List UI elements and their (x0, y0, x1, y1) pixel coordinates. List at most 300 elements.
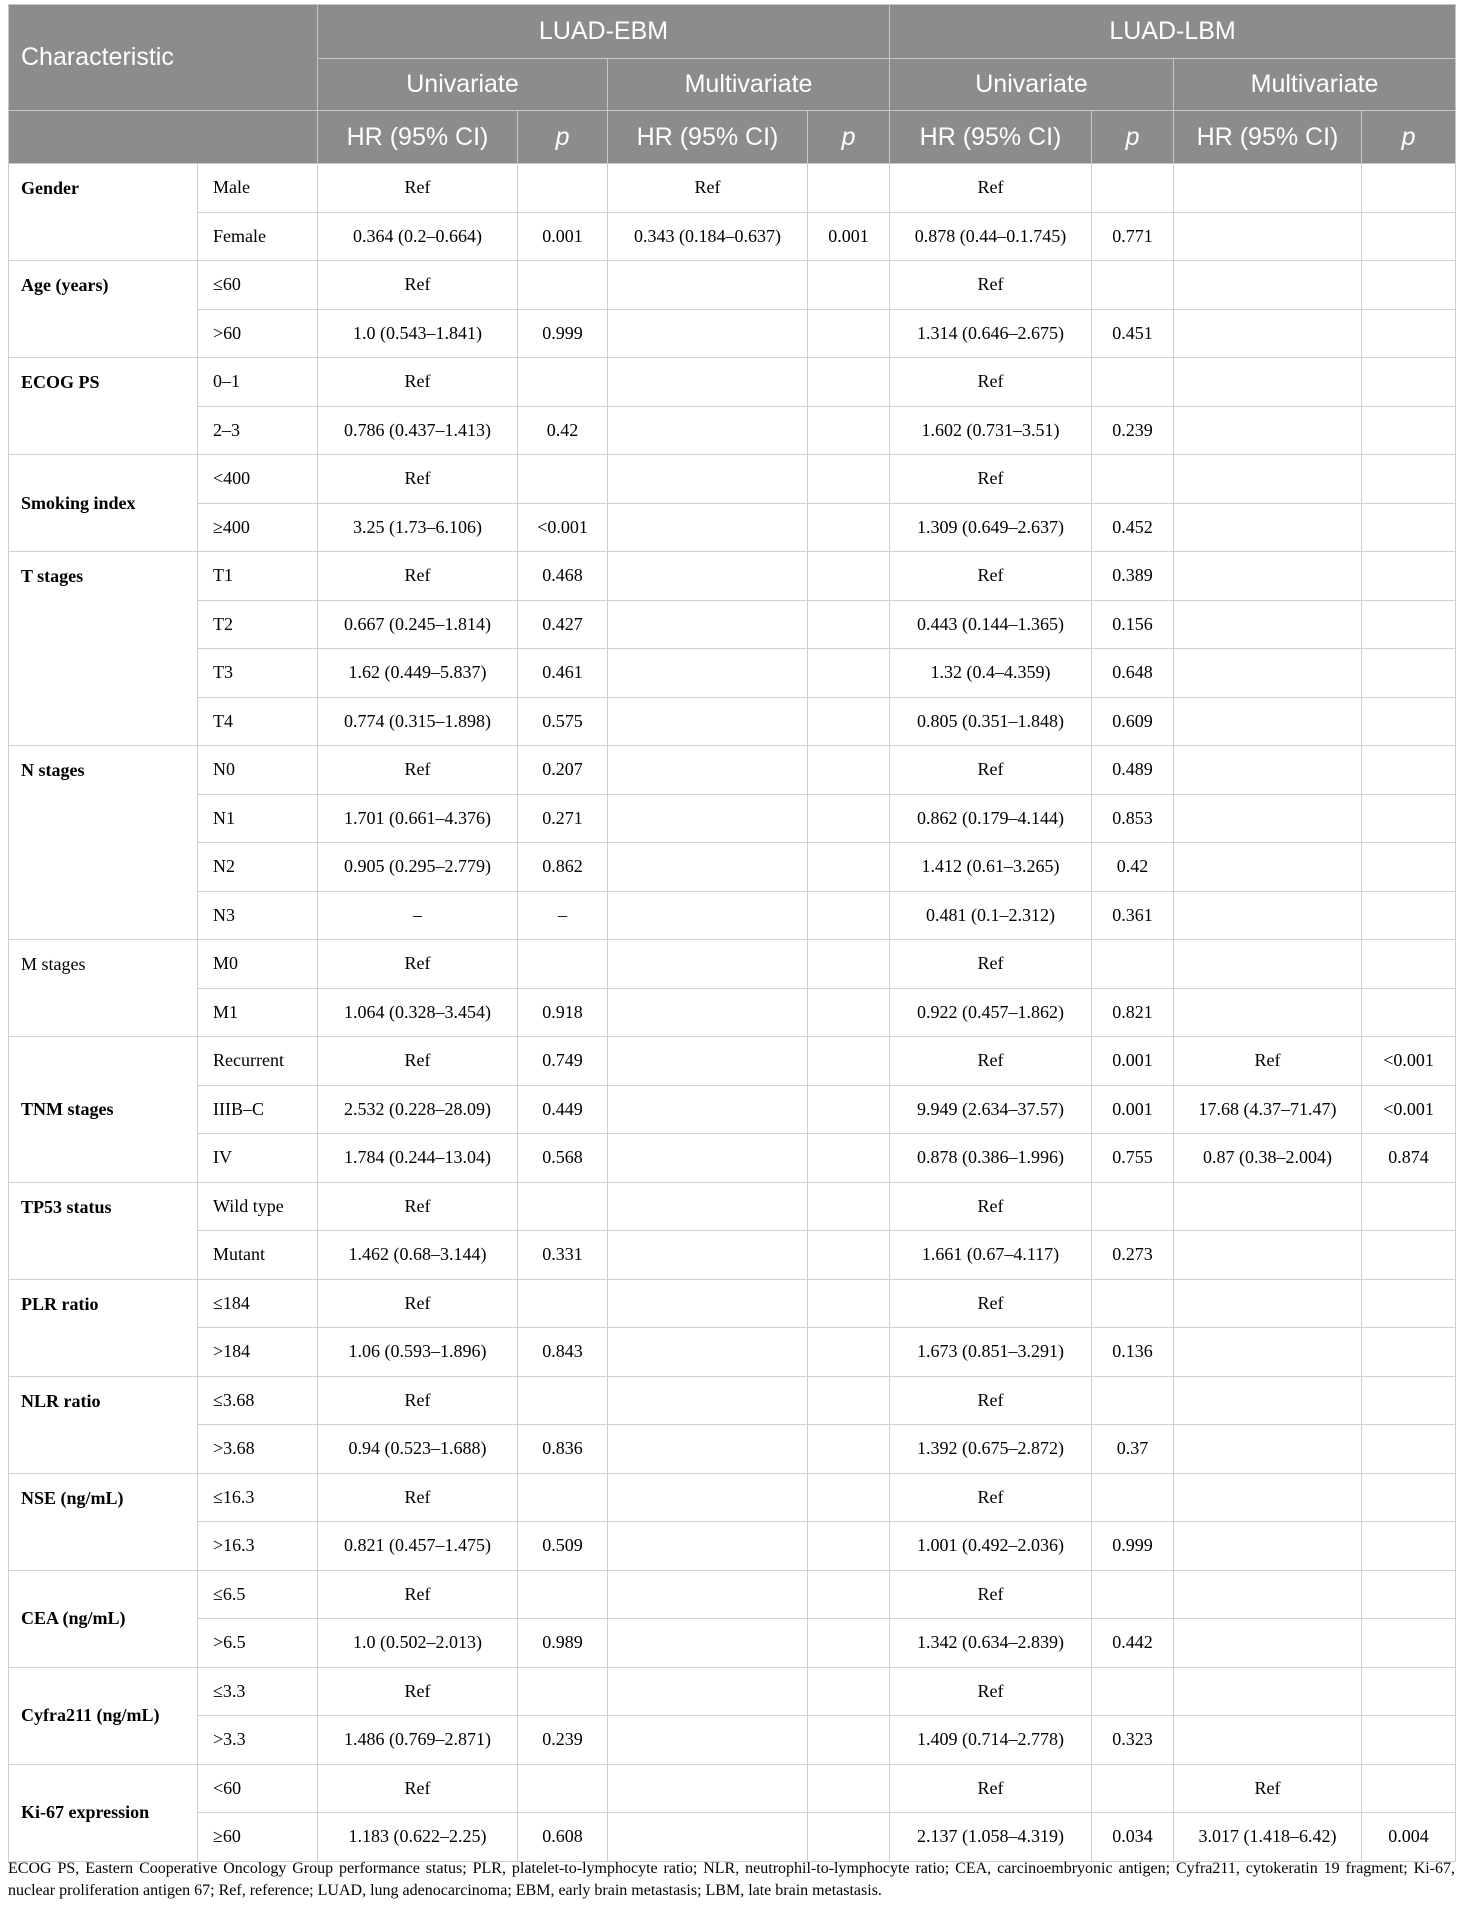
lbm-multi-hr-cell (1174, 940, 1362, 989)
ebm-multi-hr-cell (608, 1328, 808, 1377)
lbm-multi-hr-cell: 0.87 (0.38–2.004) (1174, 1134, 1362, 1183)
lbm-uni-p-cell: 0.37 (1092, 1425, 1174, 1474)
table-row (9, 746, 1456, 795)
lbm-multi-p-cell (1362, 1425, 1456, 1474)
lbm-uni-hr-cell: 0.922 (0.457–1.862) (890, 988, 1092, 1037)
lbm-multi-hr-cell: 3.017 (1.418–6.42) (1174, 1813, 1362, 1862)
table-row (9, 261, 1456, 310)
table-footnote: ECOG PS, Eastern Cooperative Oncology Group performance status; PLR, platelet-to-lymphocyte ratio; NLR, neutrophil-to-lymphocyte ratio; CEA, carcinoembryonic antigen; Cyfra211, cytokeratin 19 fragment; Ki-67, nuclear proliferation antigen 67; Ref, reference; LUAD, lung adenocarcinoma; EBM, early brain metastasis; LBM, late brain metastasis. (8, 1860, 1455, 1899)
lbm-multi-p-cell (1362, 843, 1456, 892)
table-row (9, 794, 1456, 843)
lbm-multi-p-cell (1362, 503, 1456, 552)
table-row (9, 891, 1456, 940)
ebm-uni-p-cell (518, 1570, 608, 1619)
lbm-multi-p-cell (1362, 649, 1456, 698)
ebm-multi-p-cell (808, 649, 890, 698)
ebm-uni-p-cell (518, 164, 608, 213)
ebm-multi-hr-cell (608, 1813, 808, 1862)
table-row (9, 1570, 1456, 1619)
lbm-uni-hr-cell: 2.137 (1.058–4.319) (890, 1813, 1092, 1862)
lbm-multi-p-cell (1362, 697, 1456, 746)
header-hr: HR (95% CI) (318, 111, 518, 164)
table-row (9, 1231, 1456, 1280)
lbm-multi-p-cell (1362, 746, 1456, 795)
lbm-multi-hr-cell (1174, 1473, 1362, 1522)
category-cell: Female (198, 212, 318, 261)
lbm-uni-hr-cell: Ref (890, 1037, 1092, 1086)
lbm-multi-hr-cell (1174, 455, 1362, 504)
lbm-uni-p-cell: 0.001 (1092, 1037, 1174, 1086)
category-cell: M0 (198, 940, 318, 989)
lbm-multi-p-cell: <0.001 (1362, 1037, 1456, 1086)
ebm-uni-hr-cell: Ref (318, 746, 518, 795)
category-cell: >16.3 (198, 1522, 318, 1571)
header-p (1362, 111, 1456, 164)
lbm-multi-hr-cell (1174, 891, 1362, 940)
lbm-uni-hr-cell: Ref (890, 1279, 1092, 1328)
header-lbm-multivariate: Multivariate (1174, 59, 1456, 111)
lbm-uni-p-cell (1092, 940, 1174, 989)
lbm-multi-hr-cell (1174, 212, 1362, 261)
category-cell: 2–3 (198, 406, 318, 455)
ebm-multi-p-cell (808, 1667, 890, 1716)
category-cell: <60 (198, 1764, 318, 1813)
ebm-uni-p-cell: 0.989 (518, 1619, 608, 1668)
ebm-multi-p-cell (808, 988, 890, 1037)
ebm-uni-hr-cell: 1.62 (0.449–5.837) (318, 649, 518, 698)
ebm-multi-hr-cell (608, 891, 808, 940)
characteristic-cell: ECOG PS (9, 358, 198, 455)
lbm-multi-p-cell: <0.001 (1362, 1085, 1456, 1134)
ebm-multi-p-cell (808, 843, 890, 892)
lbm-multi-hr-cell: Ref (1174, 1037, 1362, 1086)
lbm-multi-hr-cell (1174, 697, 1362, 746)
ebm-uni-hr-cell: Ref (318, 455, 518, 504)
ebm-uni-p-cell: 0.749 (518, 1037, 608, 1086)
lbm-uni-hr-cell: 0.481 (0.1–2.312) (890, 891, 1092, 940)
ebm-uni-hr-cell: Ref (318, 552, 518, 601)
lbm-multi-hr-cell (1174, 988, 1362, 1037)
lbm-multi-p-cell (1362, 1328, 1456, 1377)
ebm-uni-p-cell (518, 455, 608, 504)
ebm-multi-p-cell (808, 1813, 890, 1862)
ebm-multi-hr-cell (608, 940, 808, 989)
lbm-uni-p-cell (1092, 1182, 1174, 1231)
table-row (9, 1619, 1456, 1668)
lbm-uni-p-cell (1092, 358, 1174, 407)
lbm-uni-hr-cell: 0.805 (0.351–1.848) (890, 697, 1092, 746)
category-cell: >3.3 (198, 1716, 318, 1765)
table-row (9, 988, 1456, 1037)
ebm-uni-hr-cell: 1.486 (0.769–2.871) (318, 1716, 518, 1765)
ebm-multi-p-cell (808, 697, 890, 746)
ebm-uni-hr-cell: 0.821 (0.457–1.475) (318, 1522, 518, 1571)
lbm-uni-hr-cell: 0.862 (0.179–4.144) (890, 794, 1092, 843)
ebm-uni-hr-cell: 1.064 (0.328–3.454) (318, 988, 518, 1037)
ebm-multi-hr-cell (608, 309, 808, 358)
ebm-multi-hr-cell (608, 1473, 808, 1522)
lbm-uni-p-cell: 0.136 (1092, 1328, 1174, 1377)
ebm-multi-hr-cell (608, 843, 808, 892)
lbm-multi-hr-cell (1174, 1570, 1362, 1619)
category-cell: IIIB–C (198, 1085, 318, 1134)
category-cell: Recurrent (198, 1037, 318, 1086)
lbm-uni-hr-cell: Ref (890, 1764, 1092, 1813)
ebm-multi-hr-cell (608, 1037, 808, 1086)
table-row (9, 1279, 1456, 1328)
characteristic-cell: Gender (9, 164, 198, 261)
header-p (1092, 111, 1174, 164)
ebm-uni-p-cell: 0.468 (518, 552, 608, 601)
header-ebm-multivariate: Multivariate (608, 59, 890, 111)
category-cell: Wild type (198, 1182, 318, 1231)
lbm-multi-hr-cell (1174, 1619, 1362, 1668)
table-row (9, 1037, 1456, 1086)
category-cell: N2 (198, 843, 318, 892)
lbm-uni-p-cell: 0.451 (1092, 309, 1174, 358)
category-cell: M1 (198, 988, 318, 1037)
ebm-multi-p-cell (808, 600, 890, 649)
characteristic-cell: M stages (9, 940, 198, 1037)
table-row (9, 1813, 1456, 1862)
lbm-uni-p-cell: 0.648 (1092, 649, 1174, 698)
ebm-multi-hr-cell (608, 1425, 808, 1474)
ebm-uni-p-cell: 0.427 (518, 600, 608, 649)
ebm-uni-hr-cell: 0.94 (0.523–1.688) (318, 1425, 518, 1474)
category-cell: ≥400 (198, 503, 318, 552)
ebm-multi-hr-cell (608, 794, 808, 843)
lbm-multi-p-cell (1362, 600, 1456, 649)
lbm-uni-hr-cell: Ref (890, 1570, 1092, 1619)
ebm-multi-hr-cell (608, 1376, 808, 1425)
ebm-uni-hr-cell: 0.786 (0.437–1.413) (318, 406, 518, 455)
ebm-multi-p-cell (808, 503, 890, 552)
lbm-multi-p-cell (1362, 212, 1456, 261)
ebm-multi-p-cell (808, 794, 890, 843)
lbm-multi-hr-cell (1174, 1522, 1362, 1571)
lbm-multi-p-cell (1362, 406, 1456, 455)
lbm-multi-hr-cell (1174, 843, 1362, 892)
ebm-multi-hr-cell (608, 600, 808, 649)
lbm-uni-p-cell: 0.755 (1092, 1134, 1174, 1183)
header-blank (9, 111, 318, 164)
category-cell: T1 (198, 552, 318, 601)
lbm-uni-p-cell: 0.853 (1092, 794, 1174, 843)
ebm-multi-p-cell (808, 1085, 890, 1134)
lbm-uni-p-cell: 0.273 (1092, 1231, 1174, 1280)
lbm-uni-p-cell: 0.156 (1092, 600, 1174, 649)
ebm-multi-hr-cell (608, 406, 808, 455)
lbm-multi-p-cell (1362, 552, 1456, 601)
header-p (808, 111, 890, 164)
lbm-uni-p-cell (1092, 1570, 1174, 1619)
lbm-multi-p-cell (1362, 358, 1456, 407)
category-cell: ≤184 (198, 1279, 318, 1328)
ebm-multi-p-cell (808, 1764, 890, 1813)
ebm-multi-p-cell (808, 1473, 890, 1522)
ebm-multi-p-cell (808, 1376, 890, 1425)
ebm-uni-hr-cell: Ref (318, 1037, 518, 1086)
header-p-label: p (841, 122, 856, 151)
lbm-multi-hr-cell (1174, 1279, 1362, 1328)
ebm-uni-hr-cell: 1.183 (0.622–2.25) (318, 1813, 518, 1862)
lbm-uni-p-cell: 0.361 (1092, 891, 1174, 940)
ebm-uni-p-cell: 0.999 (518, 309, 608, 358)
ebm-multi-hr-cell (608, 649, 808, 698)
ebm-multi-hr-cell (608, 1716, 808, 1765)
ebm-uni-p-cell: 0.207 (518, 746, 608, 795)
lbm-multi-p-cell (1362, 1667, 1456, 1716)
ebm-multi-p-cell (808, 406, 890, 455)
lbm-uni-hr-cell: Ref (890, 455, 1092, 504)
lbm-uni-hr-cell: Ref (890, 358, 1092, 407)
ebm-multi-hr-cell (608, 358, 808, 407)
lbm-multi-hr-cell (1174, 164, 1362, 213)
ebm-uni-p-cell: 0.331 (518, 1231, 608, 1280)
characteristic-cell: NSE (ng/mL) (9, 1473, 198, 1570)
lbm-multi-hr-cell (1174, 358, 1362, 407)
ebm-uni-hr-cell: 3.25 (1.73–6.106) (318, 503, 518, 552)
ebm-uni-p-cell (518, 1764, 608, 1813)
lbm-uni-p-cell: 0.239 (1092, 406, 1174, 455)
header-characteristic: Characteristic (9, 5, 318, 111)
ebm-uni-hr-cell: 1.0 (0.502–2.013) (318, 1619, 518, 1668)
header-luad-ebm: LUAD-EBM (318, 5, 890, 59)
lbm-multi-p-cell: 0.004 (1362, 1813, 1456, 1862)
lbm-multi-hr-cell (1174, 503, 1362, 552)
table-row (9, 358, 1456, 407)
table-row (9, 503, 1456, 552)
lbm-multi-p-cell (1362, 1279, 1456, 1328)
lbm-uni-hr-cell: 1.314 (0.646–2.675) (890, 309, 1092, 358)
ebm-uni-hr-cell: 2.532 (0.228–28.09) (318, 1085, 518, 1134)
lbm-multi-hr-cell (1174, 309, 1362, 358)
ebm-multi-hr-cell (608, 1134, 808, 1183)
table-row (9, 552, 1456, 601)
lbm-uni-p-cell: 0.821 (1092, 988, 1174, 1037)
ebm-uni-hr-cell: Ref (318, 940, 518, 989)
lbm-uni-p-cell: 0.442 (1092, 1619, 1174, 1668)
table-row (9, 1473, 1456, 1522)
category-cell: N1 (198, 794, 318, 843)
lbm-multi-p-cell (1362, 1231, 1456, 1280)
lbm-multi-p-cell (1362, 891, 1456, 940)
lbm-uni-hr-cell: 9.949 (2.634–37.57) (890, 1085, 1092, 1134)
category-cell: >3.68 (198, 1425, 318, 1474)
ebm-uni-p-cell: 0.461 (518, 649, 608, 698)
lbm-multi-hr-cell (1174, 261, 1362, 310)
ebm-multi-p-cell (808, 940, 890, 989)
lbm-uni-hr-cell: 1.661 (0.67–4.117) (890, 1231, 1092, 1280)
category-cell: Male (198, 164, 318, 213)
ebm-multi-p-cell (808, 1716, 890, 1765)
ebm-multi-p-cell (808, 746, 890, 795)
ebm-uni-p-cell (518, 1279, 608, 1328)
lbm-multi-p-cell (1362, 455, 1456, 504)
lbm-uni-p-cell (1092, 455, 1174, 504)
ebm-uni-p-cell: 0.239 (518, 1716, 608, 1765)
ebm-multi-p-cell (808, 164, 890, 213)
table-body (9, 164, 1456, 1862)
ebm-uni-hr-cell: Ref (318, 1182, 518, 1231)
characteristic-cell: TNM stages (9, 1037, 198, 1183)
ebm-uni-p-cell: 0.449 (518, 1085, 608, 1134)
lbm-uni-p-cell: 0.452 (1092, 503, 1174, 552)
lbm-multi-p-cell (1362, 940, 1456, 989)
table-row (9, 1764, 1456, 1813)
table-row (9, 600, 1456, 649)
ebm-multi-p-cell (808, 1182, 890, 1231)
ebm-multi-hr-cell (608, 1522, 808, 1571)
characteristic-cell: Smoking index (9, 455, 198, 552)
lbm-multi-hr-cell (1174, 600, 1362, 649)
ebm-uni-p-cell (518, 1667, 608, 1716)
ebm-multi-hr-cell (608, 1182, 808, 1231)
ebm-multi-p-cell (808, 552, 890, 601)
lbm-uni-hr-cell: Ref (890, 1376, 1092, 1425)
ebm-uni-p-cell: 0.918 (518, 988, 608, 1037)
table-row (9, 649, 1456, 698)
category-cell: ≤16.3 (198, 1473, 318, 1522)
ebm-multi-p-cell (808, 1425, 890, 1474)
ebm-multi-p-cell (808, 1522, 890, 1571)
lbm-uni-p-cell (1092, 164, 1174, 213)
ebm-multi-p-cell (808, 309, 890, 358)
ebm-uni-hr-cell: 0.774 (0.315–1.898) (318, 697, 518, 746)
ebm-uni-hr-cell: Ref (318, 164, 518, 213)
characteristic-cell: PLR ratio (9, 1279, 198, 1376)
header-p-label: p (1401, 122, 1416, 151)
lbm-multi-hr-cell (1174, 649, 1362, 698)
lbm-multi-p-cell (1362, 164, 1456, 213)
ebm-multi-hr-cell (608, 261, 808, 310)
lbm-uni-p-cell: 0.034 (1092, 1813, 1174, 1862)
lbm-multi-p-cell (1362, 794, 1456, 843)
ebm-uni-hr-cell: Ref (318, 358, 518, 407)
ebm-uni-hr-cell: 0.667 (0.245–1.814) (318, 600, 518, 649)
table-row (9, 212, 1456, 261)
ebm-uni-hr-cell: 0.364 (0.2–0.664) (318, 212, 518, 261)
lbm-uni-hr-cell: Ref (890, 1473, 1092, 1522)
ebm-multi-p-cell (808, 358, 890, 407)
lbm-multi-p-cell (1362, 1376, 1456, 1425)
lbm-uni-hr-cell: Ref (890, 940, 1092, 989)
lbm-uni-hr-cell: 1.409 (0.714–2.778) (890, 1716, 1092, 1765)
lbm-uni-hr-cell: 0.878 (0.44–0.1.745) (890, 212, 1092, 261)
ebm-uni-hr-cell: Ref (318, 1570, 518, 1619)
lbm-uni-hr-cell: 1.001 (0.492–2.036) (890, 1522, 1092, 1571)
ebm-multi-p-cell (808, 1279, 890, 1328)
lbm-multi-p-cell (1362, 1473, 1456, 1522)
ebm-multi-hr-cell (608, 503, 808, 552)
header-ebm-univariate: Univariate (318, 59, 608, 111)
table-header (9, 5, 1456, 164)
table-row (9, 1085, 1456, 1134)
lbm-uni-p-cell (1092, 261, 1174, 310)
ebm-uni-p-cell: 0.001 (518, 212, 608, 261)
table-row (9, 1328, 1456, 1377)
lbm-uni-p-cell: 0.771 (1092, 212, 1174, 261)
lbm-uni-p-cell: 0.609 (1092, 697, 1174, 746)
lbm-multi-p-cell: 0.874 (1362, 1134, 1456, 1183)
table-row (9, 843, 1456, 892)
lbm-uni-p-cell: 0.323 (1092, 1716, 1174, 1765)
lbm-uni-hr-cell: Ref (890, 261, 1092, 310)
header-lbm-univariate: Univariate (890, 59, 1174, 111)
ebm-multi-hr-cell (608, 1619, 808, 1668)
lbm-uni-hr-cell: 1.673 (0.851–3.291) (890, 1328, 1092, 1377)
ebm-multi-hr-cell (608, 1764, 808, 1813)
table-row (9, 164, 1456, 213)
lbm-multi-p-cell (1362, 1570, 1456, 1619)
lbm-uni-hr-cell: Ref (890, 1667, 1092, 1716)
ebm-multi-hr-cell (608, 1231, 808, 1280)
lbm-multi-p-cell (1362, 261, 1456, 310)
lbm-multi-hr-cell (1174, 746, 1362, 795)
table-row (9, 406, 1456, 455)
ebm-uni-hr-cell: 1.701 (0.661–4.376) (318, 794, 518, 843)
lbm-uni-p-cell: 0.001 (1092, 1085, 1174, 1134)
lbm-uni-hr-cell: 1.602 (0.731–3.51) (890, 406, 1092, 455)
ebm-multi-hr-cell (608, 1667, 808, 1716)
category-cell: T3 (198, 649, 318, 698)
ebm-multi-hr-cell (608, 1570, 808, 1619)
ebm-uni-p-cell (518, 358, 608, 407)
ebm-uni-p-cell: 0.862 (518, 843, 608, 892)
ebm-uni-p-cell: – (518, 891, 608, 940)
characteristic-cell: Age (years) (9, 261, 198, 358)
ebm-uni-p-cell: 0.509 (518, 1522, 608, 1571)
ebm-uni-hr-cell: Ref (318, 1279, 518, 1328)
table-row (9, 697, 1456, 746)
ebm-uni-hr-cell: 1.0 (0.543–1.841) (318, 309, 518, 358)
lbm-uni-p-cell (1092, 1279, 1174, 1328)
ebm-uni-hr-cell: Ref (318, 261, 518, 310)
ebm-uni-hr-cell: 1.784 (0.244–13.04) (318, 1134, 518, 1183)
category-cell: N0 (198, 746, 318, 795)
ebm-uni-hr-cell: – (318, 891, 518, 940)
table-row (9, 1716, 1456, 1765)
lbm-uni-p-cell: 0.489 (1092, 746, 1174, 795)
header-hr: HR (95% CI) (608, 111, 808, 164)
header-luad-lbm: LUAD-LBM (890, 5, 1456, 59)
table-row (9, 455, 1456, 504)
lbm-multi-hr-cell (1174, 552, 1362, 601)
header-hr: HR (95% CI) (890, 111, 1092, 164)
ebm-multi-hr-cell (608, 552, 808, 601)
lbm-multi-hr-cell (1174, 1231, 1362, 1280)
lbm-multi-p-cell (1362, 309, 1456, 358)
lbm-multi-hr-cell (1174, 1716, 1362, 1765)
lbm-multi-hr-cell (1174, 794, 1362, 843)
lbm-uni-p-cell: 0.42 (1092, 843, 1174, 892)
table-row (9, 1182, 1456, 1231)
table-row (9, 1425, 1456, 1474)
characteristic-cell: CEA (ng/mL) (9, 1570, 198, 1667)
category-cell: ≤6.5 (198, 1570, 318, 1619)
ebm-uni-p-cell: 0.608 (518, 1813, 608, 1862)
category-cell: <400 (198, 455, 318, 504)
lbm-multi-p-cell (1362, 1182, 1456, 1231)
ebm-uni-p-cell (518, 1182, 608, 1231)
category-cell: >6.5 (198, 1619, 318, 1668)
header-p (518, 111, 608, 164)
ebm-uni-p-cell: 0.271 (518, 794, 608, 843)
category-cell: N3 (198, 891, 318, 940)
ebm-multi-hr-cell (608, 988, 808, 1037)
lbm-multi-hr-cell (1174, 1182, 1362, 1231)
ebm-uni-hr-cell: Ref (318, 1667, 518, 1716)
